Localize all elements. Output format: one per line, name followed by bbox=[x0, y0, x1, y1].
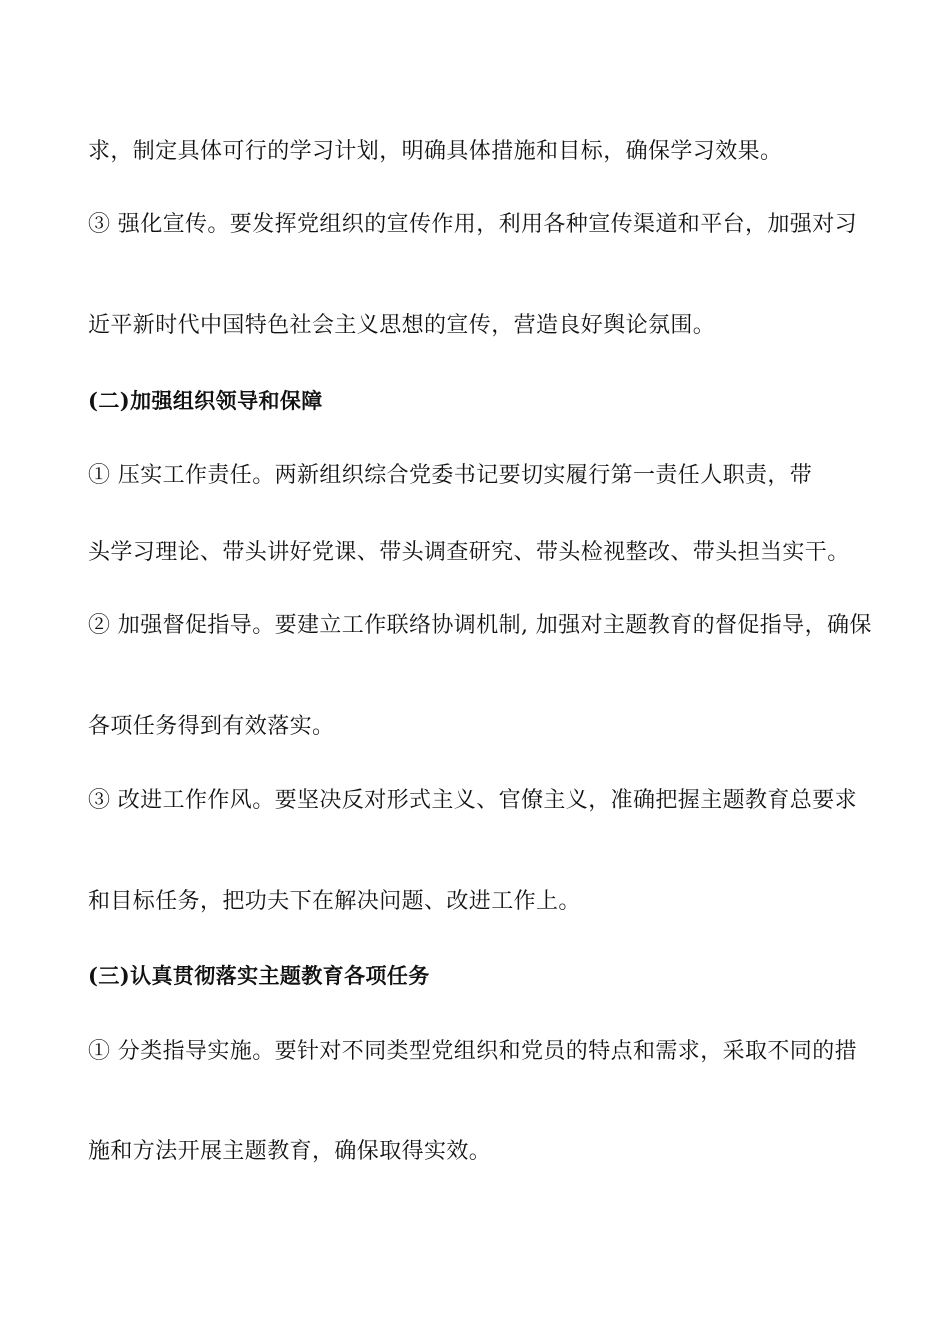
section-heading: (三)认真贯彻落实主题教育各项任务 bbox=[88, 963, 430, 988]
paragraph-line: 近平新时代中国特色社会主义思想的宣传，营造良好舆论氛围。 bbox=[88, 313, 716, 338]
paragraph-line: ① 分类指导实施。要针对不同类型党组织和党员的特点和需求，采取不同的措 bbox=[88, 1039, 857, 1064]
paragraph-line: 头学习理论、带头讲好党课、带头调查研究、带头检视整改、带头担当实干。 bbox=[88, 540, 850, 565]
paragraph-line: ③ 改进工作作风。要坚决反对形式主义、官僚主义，准确把握主题教育总要求 bbox=[88, 788, 857, 813]
section-heading: (二)加强组织领导和保障 bbox=[88, 388, 323, 413]
paragraph-line: 各项任务得到有效落实。 bbox=[88, 714, 335, 739]
paragraph-line: ② 加强督促指导。要建立工作联络协调机制, 加强对主题教育的督促指导，确保 bbox=[88, 613, 872, 638]
paragraph-line: 和目标任务，把功夫下在解决问题、改进工作上。 bbox=[88, 889, 581, 914]
paragraph-line: ① 压实工作责任。两新组织综合党委书记要切实履行第一责任人职责，带 bbox=[88, 463, 813, 488]
paragraph-line: ③ 强化宣传。要发挥党组织的宣传作用，利用各种宣传渠道和平台，加强对习 bbox=[88, 212, 857, 237]
paragraph-line: 施和方法开展主题教育，确保取得实效。 bbox=[88, 1139, 492, 1164]
paragraph-line: 求，制定具体可行的学习计划，明确具体措施和目标，确保学习效果。 bbox=[88, 139, 783, 164]
